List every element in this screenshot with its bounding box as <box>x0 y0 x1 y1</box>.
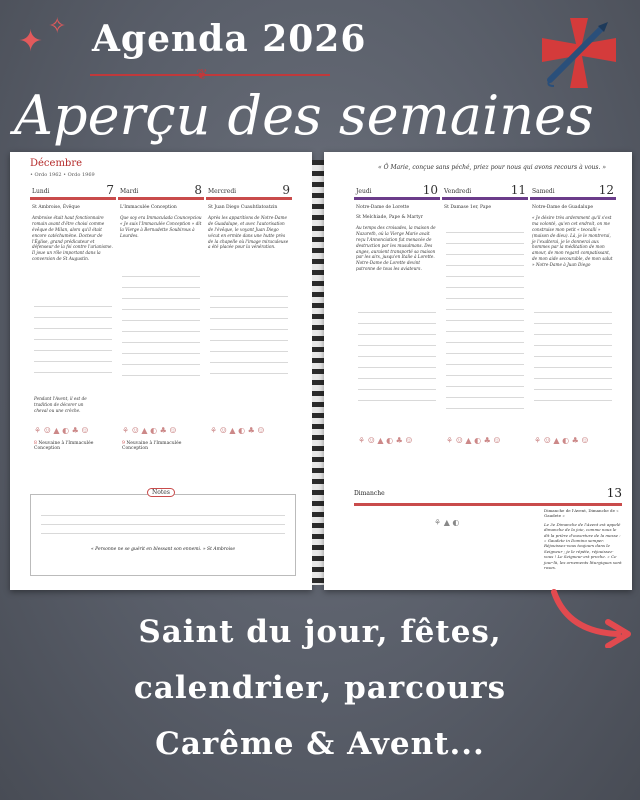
day-number: 12 <box>598 183 614 197</box>
writing-lines <box>34 296 112 381</box>
day-name: Mardi <box>120 188 139 195</box>
sparkle-icon: ✧ <box>48 14 67 39</box>
footer-line-2: calendrier, parcours <box>133 670 507 706</box>
day-name: Vendredi <box>444 188 472 195</box>
liturgy-icons: ⚘ ☺ ▲ ◐ ♣ ☺ <box>34 426 89 435</box>
novena-label: 8 Neuvaine à l'Immaculée Conception <box>34 441 94 451</box>
footer-line-3: Carême & Avent... <box>155 726 485 762</box>
spiral-binding <box>312 160 324 585</box>
day-name: Dimanche <box>354 490 385 497</box>
saint-description: Le 3e Dimanche de l'Avent est appelé dimanche de la joie, comme nous le dit la prière d'ouverture de la messe : « Gaudete in Domino semper. Réjouissez-vous toujours dans le Seigneur ; je le répète, réjouissez-vous ! Le Seigneur est proche. » Ce jour-là, les ornements liturgiques sont roses. <box>544 521 622 570</box>
day-column-tuesday <box>118 183 204 451</box>
notes-box[interactable] <box>30 489 296 576</box>
sparkle-icon: ✦ <box>18 24 44 59</box>
footer-line-1: Saint du jour, fêtes, <box>138 614 502 650</box>
liturgy-icons: ⚘ ▲ ◐ <box>434 518 460 527</box>
liturgy-icons: ⚘ ☺ ▲ ◐ ♣ ☺ <box>446 436 501 445</box>
saint-of-day: Notre-Dame de Guadalupe <box>532 205 594 210</box>
sunday-section <box>354 486 622 586</box>
day-name: Samedi <box>532 188 555 195</box>
day-name: Jeudi <box>356 188 372 195</box>
saint-of-day: Notre-Dame de Lorette <box>356 205 410 210</box>
day-number: 10 <box>422 183 438 197</box>
writing-lines <box>122 266 200 381</box>
page-subtitle: Aperçu des semaines <box>14 84 594 147</box>
writing-lines <box>534 302 612 411</box>
agenda-right-page <box>324 152 632 590</box>
saint-of-day: St Damase 1er, Pape <box>444 205 492 210</box>
saint-description: Après les apparitions de Notre-Dame de Guadalupe, et avec l'autorisation de l'évêque, le voyant Juan Diego vécut en ermite dans une hutte près de la chapelle où l'image miraculeuse a été placée pour la vénération. <box>208 215 289 250</box>
saint-of-day: L'Immaculée Conception <box>120 205 177 210</box>
writing-lines <box>446 222 524 411</box>
day-name: Mercredi <box>208 188 237 195</box>
writing-lines <box>210 286 288 381</box>
liturgy-icons: ⚘ ☺ ▲ ◐ ♣ ☺ <box>534 436 589 445</box>
cross-pen-logo-icon <box>540 16 618 90</box>
month-label: Décembre <box>30 158 83 169</box>
day-number: 11 <box>510 183 526 197</box>
day-column-saturday <box>530 183 616 451</box>
day-number: 7 <box>106 183 114 197</box>
sunday-side-panel <box>544 508 622 570</box>
saint-of-day: St Ambroise, Évêque <box>32 205 80 210</box>
day-name: Lundi <box>32 188 50 195</box>
writing-lines <box>358 302 436 411</box>
novena-label: 9 Neuvaine à l'Immaculée Conception <box>122 441 182 451</box>
day-column-friday <box>442 183 528 451</box>
notes-lines <box>41 507 285 537</box>
saint-description: Que soy era Immaculada Councepciou « Je suis l'Immaculée Conception » dit la Vierge à Bernadette Soubirous à Lourdes. <box>120 215 202 238</box>
saint-secondary: St Melchiade, Pape & Martyr <box>356 215 423 220</box>
day-number: 8 <box>194 183 202 197</box>
day-column-monday <box>30 183 116 451</box>
notes-label: Notes <box>147 488 175 497</box>
tradition-note: Pendant l'Avent, il est de tradition de décorer un cheval ou une crèche. <box>34 396 87 413</box>
saint-description: « Je désire très ardemment qu'il s'est ma volonté, qu'en cet endroit, on me construise mon petit « teocalli » (maison de dieu). Là, je le montrerai, je l'exalterai, je le donnerai aux hommes par la méditation de mon amour, de mon regard compatissant, de mon aide secourable, de mon salut » Notre-Dame à Juan Diego <box>532 215 613 267</box>
notes-quote: « Personne ne se guérit en blessant son ennemi. » St Ambroise <box>90 547 236 552</box>
liturgy-icons: ⚘ ☺ ▲ ◐ ♣ ☺ <box>358 436 413 445</box>
ordo-legend: • Ordo 1962 • Ordo 1969 <box>30 172 95 178</box>
saint-description: Au temps des croisades, la maison de Nazareth, où la Vierge Marie avait reçu l'Annonciation fut menacée de destruction par les musulmans. Des anges, auraient transporté sa maison par les airs, jusqu'en Italie à Lorette. Notre-Dame de Lorette devint patronne de tous les aviateurs. <box>356 225 436 272</box>
title-divider <box>90 74 330 76</box>
agenda-left-page <box>10 152 312 590</box>
saint-description: Ambroise était haut fonctionnaire romain avant d'être choisi comme évêque de Milan, alors qu'il était encore catéchumène. Docteur de l'Église, grand prédicateur et défenseur de la foi contre l'arianisme. Il joue un rôle important dans la conversion de St Augustin. <box>32 215 113 262</box>
day-column-thursday <box>354 183 440 451</box>
day-column-wednesday <box>206 183 292 451</box>
liturgy-icons: ⚘ ☺ ▲ ◐ ♣ ☺ <box>122 426 177 435</box>
day-number: 9 <box>282 183 290 197</box>
sunday-divider <box>354 503 622 506</box>
liturgy-icons: ⚘ ☺ ▲ ◐ ♣ ☺ <box>210 426 265 435</box>
page-quote: « Ô Marie, conçue sans péché, priez pour nous qui avons recours à vous. » <box>378 164 606 171</box>
agenda-title: Agenda 2026 <box>92 18 367 60</box>
flourish-icon: ❦ <box>196 67 208 83</box>
day-number: 13 <box>606 486 622 500</box>
saint-of-day: St Juan Diego Cuauhtlatoatzin <box>208 205 278 210</box>
saint-of-day: Dimanche de l'Avent, Dimanche de « Gaudete » <box>544 508 619 519</box>
